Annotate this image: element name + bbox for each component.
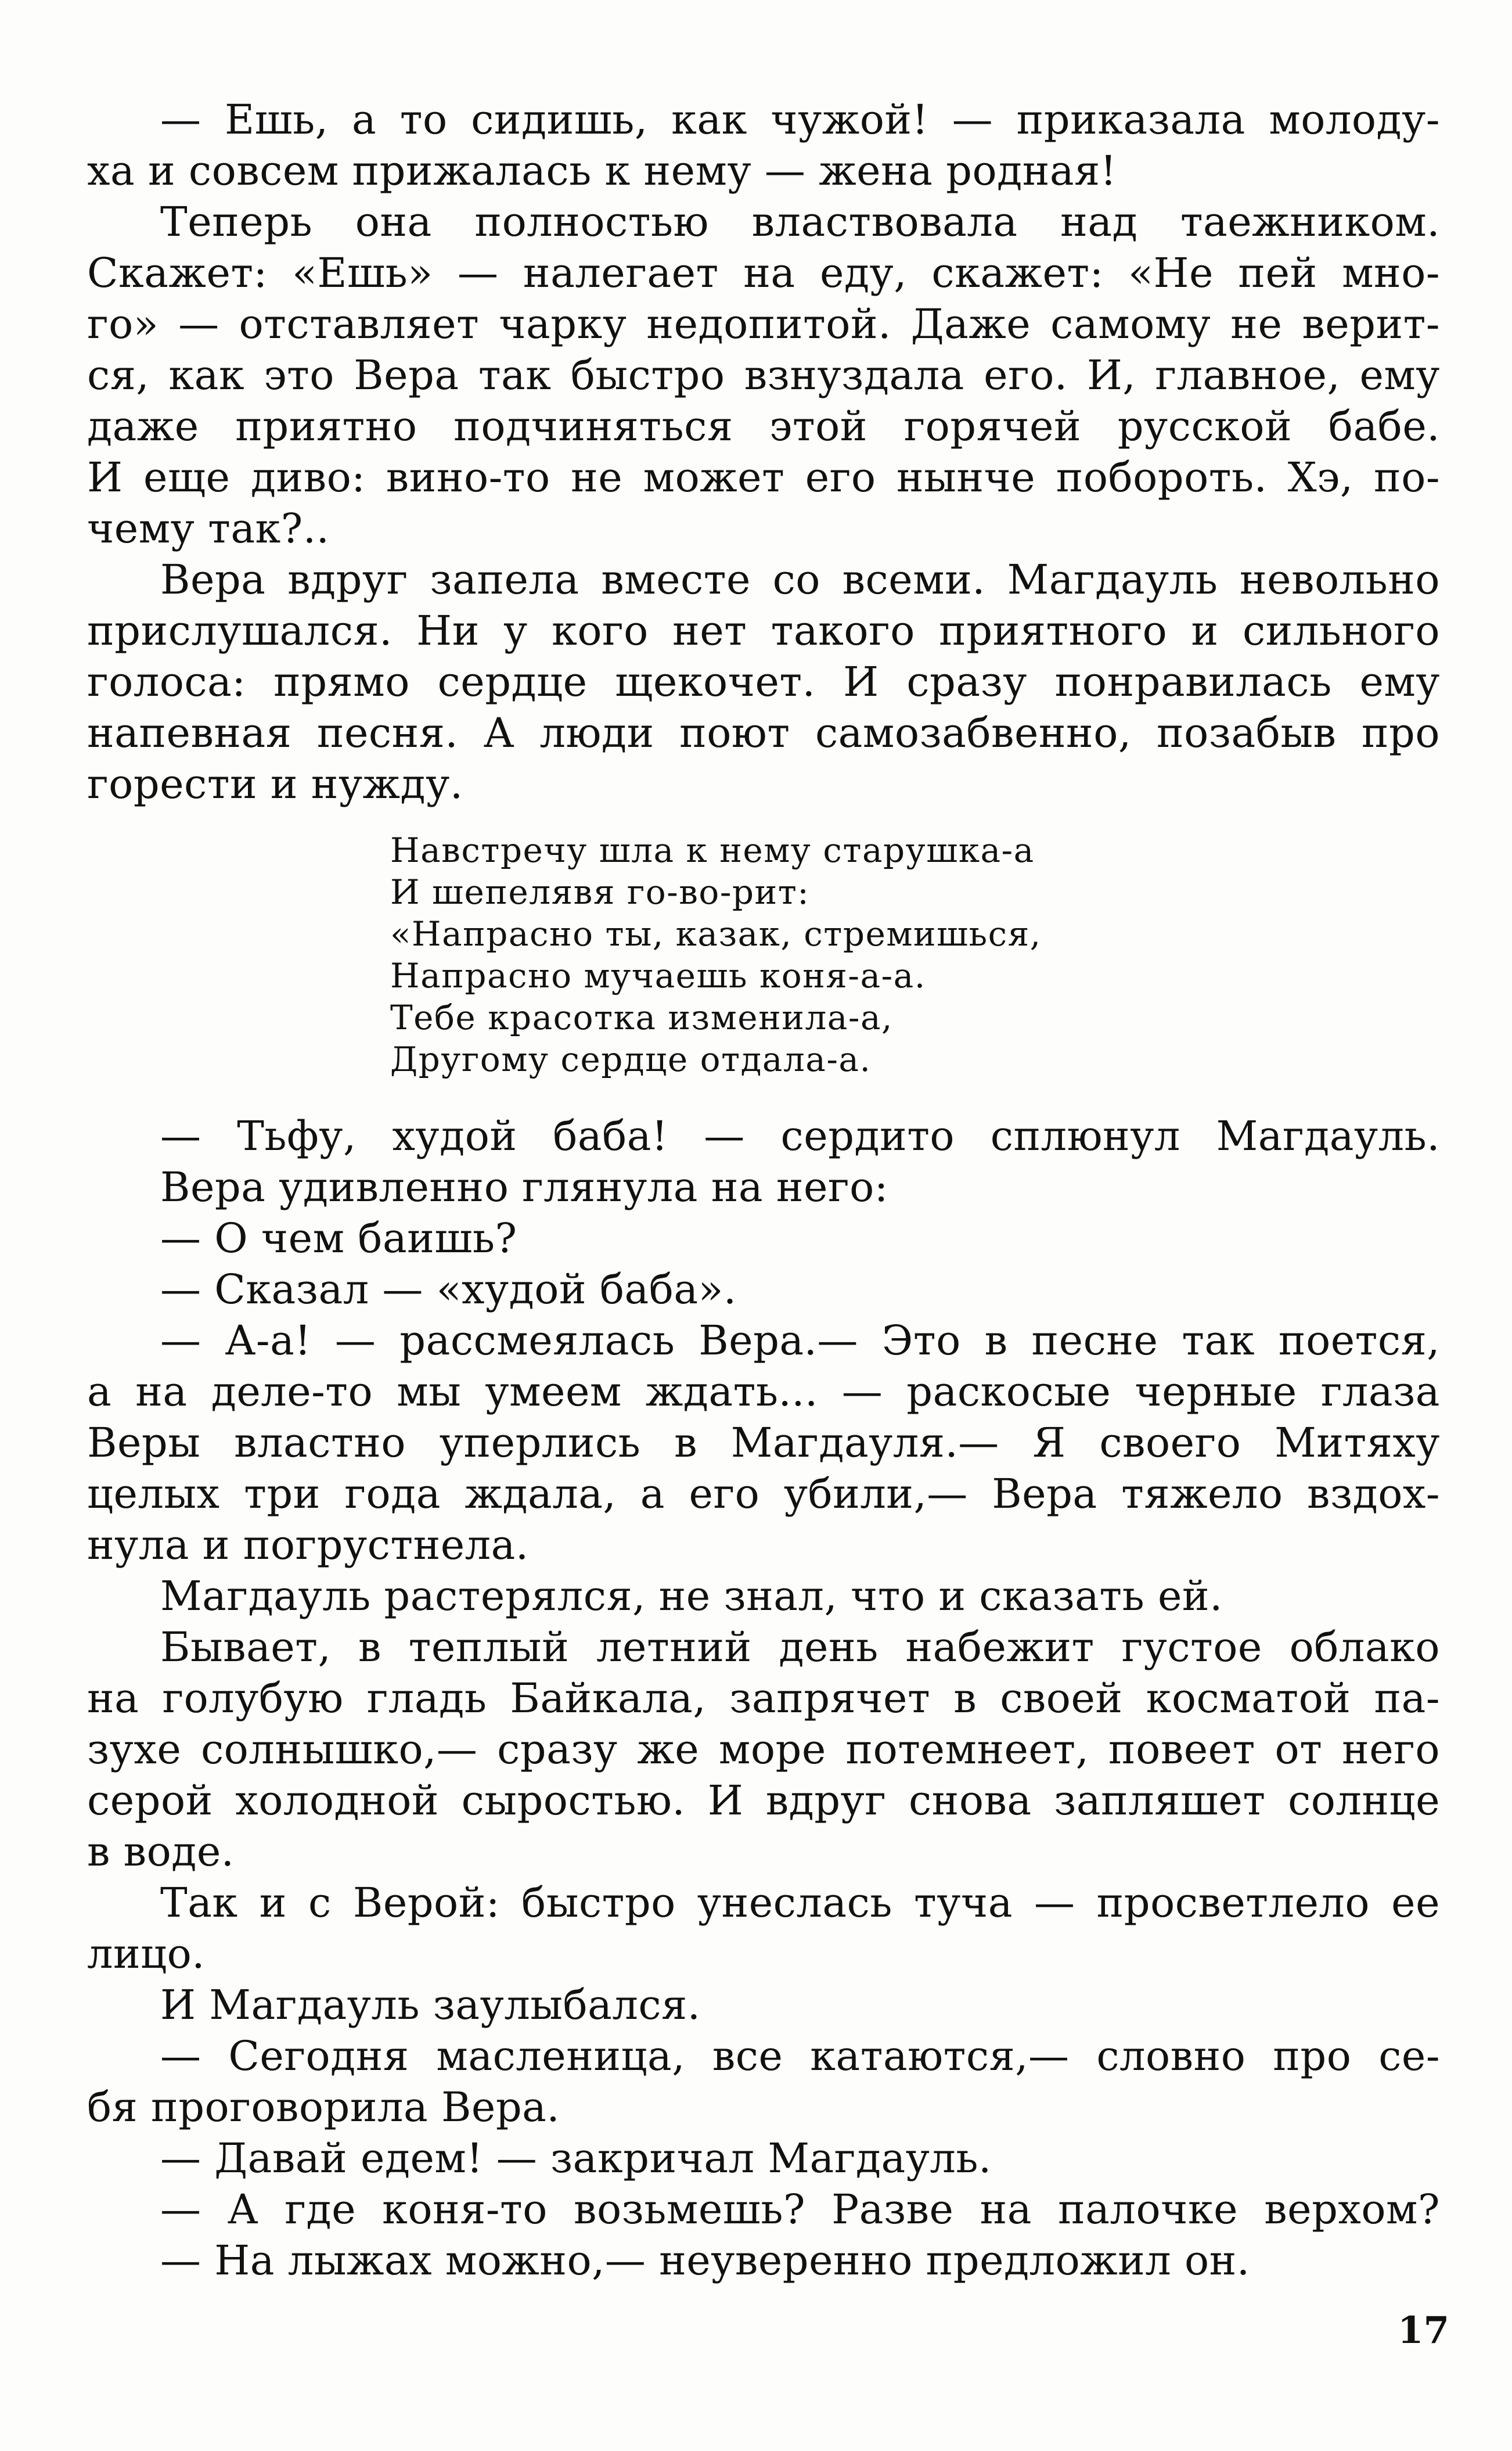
text-line: чему так?.. xyxy=(87,505,330,552)
verse-line: Другому сердце отдала-а. xyxy=(390,1040,872,1079)
text-line: — Давай едем! — закричал Магдауль. xyxy=(160,2134,992,2182)
verse-line: И шепелявя го-во-рит: xyxy=(390,872,810,912)
text-line: даже приятно подчиняться этой горячей русской бабе. xyxy=(87,402,1440,450)
text-line: го» — отставляет чарку недопитой. Даже самому не верит- xyxy=(87,300,1440,348)
text-line: И еще диво: вино-то не может его нынче побороть. Хэ, по- xyxy=(87,454,1440,501)
verse-line: Тебе красотка изменила-а, xyxy=(390,998,893,1037)
text-line: на голубую гладь Байкала, запрячет в своей косматой па- xyxy=(87,1674,1440,1722)
text-line: — Тьфу, худой баба! — сердито сплюнул Магдауль. xyxy=(160,1112,1440,1160)
text-line: Скажет: «Ешь» — налегает на еду, скажет: «Не пей мно- xyxy=(87,249,1440,297)
song-verse xyxy=(390,829,1042,1080)
text-line: ха и совсем прижалась к нему — жена родная! xyxy=(87,147,1117,195)
text-line: — Сегодня масленица, все катаются,— словно про се- xyxy=(160,2032,1440,2080)
text-line: ся, как это Вера так быстро взнуздала его. И, главное, ему xyxy=(87,351,1440,399)
text-line: бя проговорила Вера. xyxy=(87,2083,560,2131)
text-line: Так и с Верой: быстро унеслась туча — просветлело ее xyxy=(160,1879,1440,1927)
text-line: нула и погрустнела. xyxy=(87,1521,529,1569)
text-line: целых три года ждала, а его убили,— Вера тяжело вздох- xyxy=(87,1470,1440,1518)
text-line: Магдауль растерялся, не знал, что и сказать ей. xyxy=(160,1572,1223,1620)
text-line: Теперь она полностью властвовала над таежником. xyxy=(160,198,1440,246)
text-line: — На лыжах можно,— неуверенно предложил он. xyxy=(160,2237,1250,2284)
text-line: голоса: прямо сердце щекочет. И сразу понравилась ему xyxy=(87,658,1440,706)
text-line: а на деле-то мы умеем ждать... — раскосые черные глаза xyxy=(87,1368,1440,1415)
verse-line: Напрасно мучаешь коня-а-а. xyxy=(390,956,926,996)
text-line: серой холодной сыростью. И вдруг снова запляшет солнце xyxy=(87,1777,1440,1824)
text-line: — А-а! — рассмеялась Вера.— Это в песне так поется, xyxy=(160,1317,1440,1364)
text-line: И Магдауль заулыбался. xyxy=(160,1981,701,2029)
text-line: Бывает, в теплый летний день набежит густое облако xyxy=(160,1623,1440,1671)
text-line: лицо. xyxy=(87,1930,206,1978)
verse-line: «Напрасно ты, казак, стремишься, xyxy=(390,914,1042,954)
text-line: — О чем баишь? xyxy=(160,1214,517,1262)
text-line: Вера вдруг запела вместе со всеми. Магдауль невольно xyxy=(160,556,1440,603)
page-number: 17 xyxy=(1397,2309,1449,2352)
text-line: Веры властно уперлись в Магдауля.— Я своего Митяху xyxy=(87,1419,1440,1467)
prose-block-bottom xyxy=(87,1112,1440,2288)
text-line: — Ешь, а то сидишь, как чужой! — приказала молоду- xyxy=(160,96,1440,143)
prose-block-top xyxy=(87,96,1440,811)
text-line: горести и нужду. xyxy=(87,760,463,808)
text-line: в воде. xyxy=(87,1828,235,1875)
text-line: прислушался. Ни у кого нет такого приятного и сильного xyxy=(87,607,1440,655)
text-line: — А где коня-то возьмешь? Разве на палочке верхом? xyxy=(160,2186,1440,2233)
text-line: — Сказал — «худой баба». xyxy=(160,1266,737,1313)
verse-line: Навстречу шла к нему старушка-а xyxy=(390,831,1035,870)
text-line: Вера удивленно глянула на него: xyxy=(160,1163,888,1211)
text-line: зухе солнышко,— сразу же море потемнеет, повеет от него xyxy=(87,1726,1440,1773)
text-line: напевная песня. А люди поют самозабвенно, позабыв про xyxy=(87,709,1440,757)
